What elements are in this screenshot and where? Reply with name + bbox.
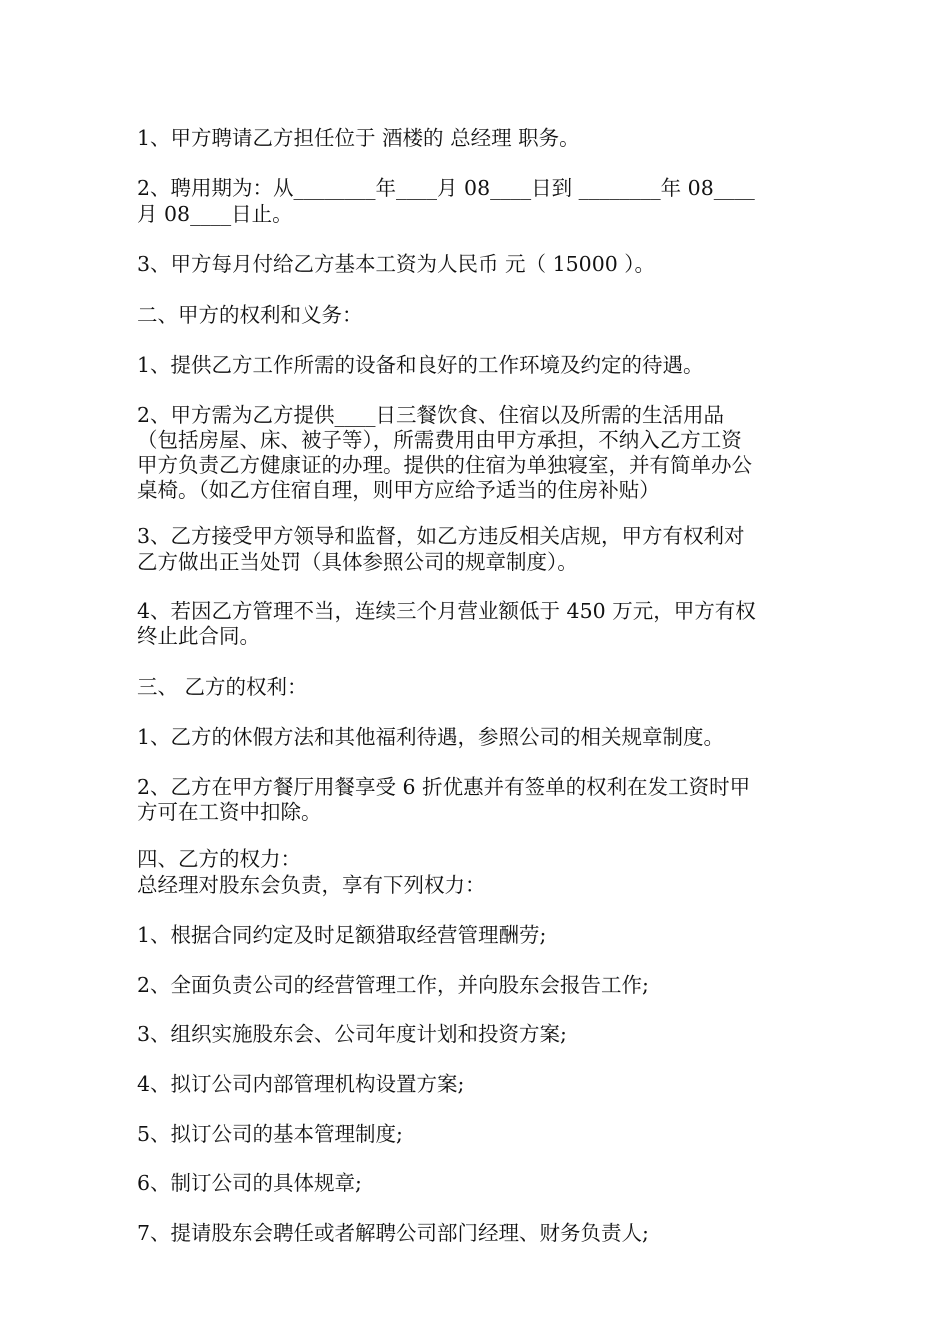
text-line: 总经理对股东会负责，享有下列权力： xyxy=(137,873,486,897)
text-line: 6、制订公司的具体规章; xyxy=(137,1171,362,1195)
text-line: 乙方做出正当处罚（具体参照公司的规章制度）。 xyxy=(137,550,578,574)
text-line: 1、甲方聘请乙方担任位于 酒楼的 总经理 职务。 xyxy=(137,126,580,150)
text-line: 1、提供乙方工作所需的设备和良好的工作环境及约定的待遇。 xyxy=(137,353,704,377)
text-line: 3、乙方接受甲方领导和监督，如乙方违反相关店规，甲方有权利对 xyxy=(137,524,745,548)
text-line: 7、提请股东会聘任或者解聘公司部门经理、财务负责人; xyxy=(137,1221,649,1245)
text-line: 桌椅。（如乙方住宿自理，则甲方应给予适当的住房补贴） xyxy=(137,478,660,502)
text-line: 1、根据合同约定及时足额猎取经营管理酬劳; xyxy=(137,923,547,947)
section-heading: 三、 乙方的权利： xyxy=(137,675,308,699)
text-line: 4、拟订公司内部管理机构设置方案; xyxy=(137,1072,465,1096)
text-line: 月 08____日止。 xyxy=(137,202,293,226)
text-line: 3、组织实施股东会、公司年度计划和投资方案; xyxy=(137,1022,567,1046)
section-heading: 二、甲方的权利和义务： xyxy=(137,303,363,327)
text-line: 2、乙方在甲方餐厅用餐享受 6 折优惠并有签单的权利在发工资时甲 xyxy=(137,775,751,799)
text-line: 2、全面负责公司的经营管理工作，并向股东会报告工作; xyxy=(137,973,649,997)
text-line: 甲方负责乙方健康证的办理。提供的住宿为单独寝室，并有简单办公 xyxy=(137,453,752,477)
text-line: 方可在工资中扣除。 xyxy=(137,800,322,824)
text-line: （包括房屋、床、被子等），所需费用由甲方承担，不纳入乙方工资 xyxy=(137,428,742,452)
text-line: 2、聘用期为：从________年____月 08____日到 ________年 08____ xyxy=(137,176,755,200)
text-line: 5、拟订公司的基本管理制度; xyxy=(137,1122,403,1146)
text-line: 4、若因乙方管理不当，连续三个月营业额低于 450 万元，甲方有权 xyxy=(137,599,756,623)
text-line: 终止此合同。 xyxy=(137,624,260,648)
section-heading: 四、乙方的权力： xyxy=(137,847,301,871)
text-line: 2、甲方需为乙方提供____日三餐饮食、住宿以及所需的生活用品 xyxy=(137,403,725,427)
text-line: 1、乙方的休假方法和其他福利待遇，参照公司的相关规章制度。 xyxy=(137,725,725,749)
text-line: 3、甲方每月付给乙方基本工资为人民币 元（ 15000 ）。 xyxy=(137,252,656,276)
